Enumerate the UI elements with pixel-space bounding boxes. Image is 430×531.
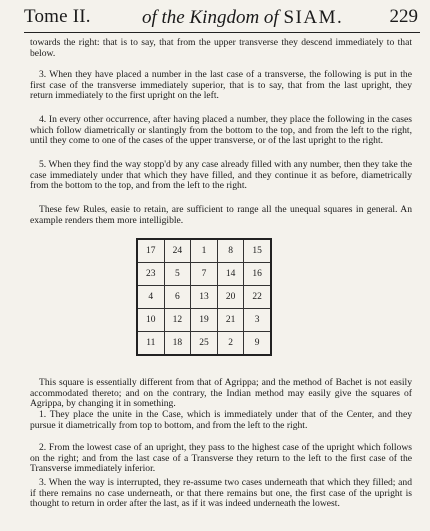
paragraph-continuation: towards the right: that is to say, that from the upper transverse they descend immediately to that below. xyxy=(30,37,412,59)
magic-square-cell: 3 xyxy=(244,309,271,332)
running-title xyxy=(142,7,343,29)
magic-square-cell: 4 xyxy=(137,286,164,309)
magic-square-cell: 7 xyxy=(191,263,218,286)
magic-square-cell: 11 xyxy=(137,332,164,356)
magic-square-cell: 18 xyxy=(164,332,191,356)
magic-square-cell: 19 xyxy=(191,309,218,332)
paragraph-agrippa-rule-3: 3. When the way is interrupted, they re-assume two cases underneath that which they filled; and if there remains no case underneath, or that there remains but one, the first case of the upright is thought to return in order after the last, as if it was indeed underneath the lowest. xyxy=(30,477,412,510)
paragraph-agrippa-rule-2: 2. From the lowest case of an upright, they pass to the highest case of the upright which follows on the right; and from the last case of a Transverse they return to the left to the first case of the Transverse immediately inferior. xyxy=(30,442,412,475)
magic-square-cell: 5 xyxy=(164,263,191,286)
magic-square-cell: 8 xyxy=(217,239,244,263)
paragraph-rule-5: 5. When they find the way stopp'd by any case already filled with any number, then they take the case immediately under that which they have filled, and they continue it as before, diametrically from the bottom to the top, and from the left to the right. xyxy=(30,159,412,192)
magic-square-cell: 14 xyxy=(217,263,244,286)
tome-label: Tome II. xyxy=(24,6,91,27)
magic-square-cell: 6 xyxy=(164,286,191,309)
magic-square-cell: 12 xyxy=(164,309,191,332)
magic-square-row xyxy=(137,309,271,332)
magic-square-cell: 15 xyxy=(244,239,271,263)
magic-square-cell: 9 xyxy=(244,332,271,356)
magic-square-row xyxy=(137,239,271,263)
magic-square-cell: 20 xyxy=(217,286,244,309)
paragraph-summary: These few Rules, easie to retain, are sufficient to range all the unequal squares in general. An example renders them more intelligible. xyxy=(30,204,412,226)
magic-square-cell: 22 xyxy=(244,286,271,309)
paragraph-rule-3: 3. When they have placed a number in the last case of a transverse, the following is put in the first case of the transverse immediately superior, that is to say, that from the last upright, they return immediately to the first upright on the left. xyxy=(30,69,412,102)
magic-square-table xyxy=(136,238,272,356)
paragraph-agrippa-rule-1: 1. They place the unite in the Case, which is immediately under that of the Center, and they pursue it diametrically from top to bottom, and from the left to the right. xyxy=(30,409,412,431)
magic-square-cell: 10 xyxy=(137,309,164,332)
magic-square-cell: 24 xyxy=(164,239,191,263)
magic-square-cell: 23 xyxy=(137,263,164,286)
paragraph-comparison: This square is essentially different from that of Agrippa; and the method of Bachet is not easily accommodated thereto; and on the contrary, the Indian method may easily give the squares of Agrippa, by changing it in something. xyxy=(30,377,412,410)
running-header xyxy=(24,6,420,33)
magic-square-cell: 2 xyxy=(217,332,244,356)
magic-square-row xyxy=(137,263,271,286)
paragraph-rule-4: 4. In every other occurrence, after having placed a number, they place the following in the cases which follow diametrically or slantingly from the bottom to the top, and from the left to the right, until they come to one of the cases of the upper transverse, or of the last upright to the right. xyxy=(30,114,412,147)
magic-square-cell: 13 xyxy=(191,286,218,309)
magic-square-cell: 25 xyxy=(191,332,218,356)
magic-square-cell: 21 xyxy=(217,309,244,332)
magic-square-row xyxy=(137,286,271,309)
magic-square-cell: 17 xyxy=(137,239,164,263)
magic-square-cell: 1 xyxy=(191,239,218,263)
magic-square-row xyxy=(137,332,271,356)
page-number: 229 xyxy=(389,6,418,27)
magic-square-cell: 16 xyxy=(244,263,271,286)
running-title-caps: SIAM. xyxy=(283,7,344,28)
running-title-prefix: of the Kingdom of xyxy=(142,7,279,28)
